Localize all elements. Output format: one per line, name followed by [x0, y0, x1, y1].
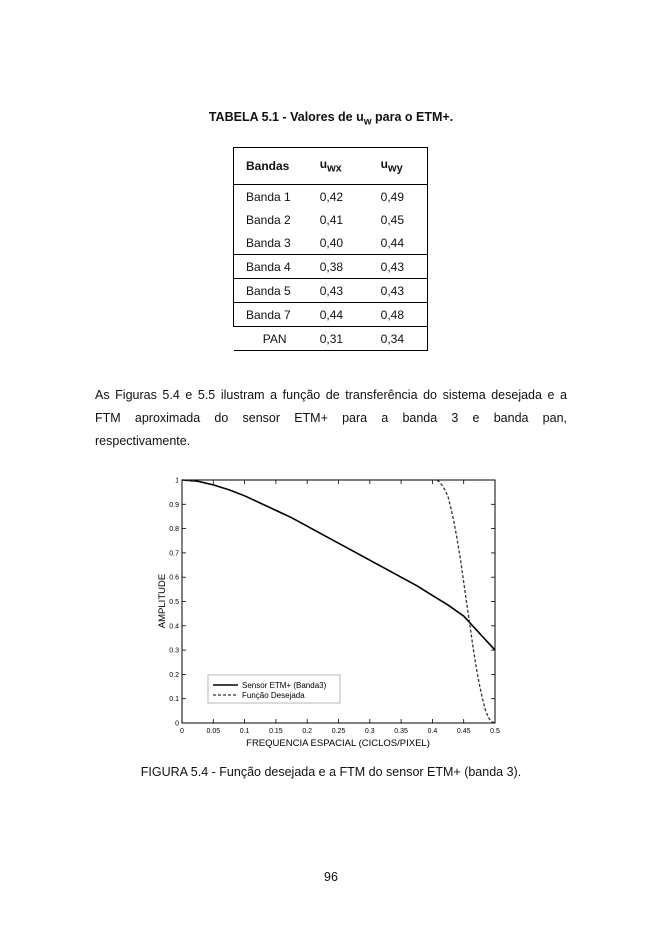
- table-caption: [0, 110, 662, 128]
- table-row: [234, 279, 428, 303]
- table-caption-subscript: w: [363, 116, 372, 128]
- x-axis-label: FREQUENCIA ESPACIAL (CICLOS/PIXEL): [246, 738, 430, 749]
- x-tick-label: 0.35: [394, 728, 408, 735]
- cell-band: Banda 1: [234, 185, 316, 209]
- y-axis-label: AMPLITUDE: [157, 573, 168, 629]
- cell-band: Banda 3: [234, 231, 316, 255]
- x-tick-label: 0.3: [364, 728, 375, 735]
- x-tick-label: 0.25: [331, 728, 346, 735]
- table-row: [234, 255, 428, 279]
- table-row: [234, 303, 428, 327]
- table-row: [234, 327, 428, 351]
- cell-uwx: 0,40: [319, 235, 344, 250]
- values-table: [233, 147, 428, 351]
- y-tick-label: 0.1: [169, 696, 179, 704]
- y-tick-label: 0.2: [169, 671, 179, 679]
- header-bands: Bandas: [234, 148, 316, 185]
- table-row: [234, 185, 428, 209]
- legend-label-2: Função Desejada: [242, 691, 305, 700]
- y-tick-label: 0: [175, 720, 179, 728]
- series-line-1: [182, 480, 495, 650]
- cell-band: Banda 7: [234, 303, 316, 327]
- cell-band: Banda 2: [234, 208, 316, 231]
- cell-uwy: 0,34: [375, 327, 428, 351]
- cell-band: PAN: [234, 327, 316, 351]
- table-caption-suffix: para o ETM+.: [371, 110, 454, 124]
- cell-uwy: 0,48: [375, 303, 428, 327]
- x-tick-label: 0.4: [427, 728, 438, 735]
- cell-uwy: 0,44: [380, 235, 405, 250]
- cell-uwx: 0,31: [316, 327, 375, 351]
- x-tick-label: 0.15: [269, 728, 283, 735]
- header-uwx: $u_{wx}$: [319, 157, 342, 175]
- cell-band: Banda 4: [234, 255, 316, 279]
- cell-uwy: 0,43: [375, 255, 428, 279]
- cell-band: Banda 5: [234, 279, 316, 303]
- cell-uwx: 0,38: [316, 255, 375, 279]
- cell-uwy: 0,45: [380, 212, 405, 227]
- y-tick-label: 0.6: [169, 574, 179, 582]
- y-tick-label: 0.9: [169, 501, 179, 509]
- y-tick-label: 0.8: [169, 526, 179, 534]
- legend-label-1: Sensor ETM+ (Banda3): [242, 681, 327, 690]
- header-uwy: $u_{wy}$: [380, 157, 403, 175]
- cell-uwy: 0,43: [375, 279, 428, 303]
- x-tick-label: 0: [180, 728, 184, 735]
- y-tick-label: 0.5: [169, 599, 179, 606]
- mtf-chart: [150, 468, 510, 753]
- y-tick-label: 1: [175, 477, 179, 485]
- figure-caption: FIGURA 5.4 - Função desejada e a FTM do sensor ETM+ (banda 3).: [140, 765, 522, 779]
- table-row: [234, 231, 428, 255]
- table-header-row: [234, 148, 428, 185]
- cell-uwx: 0,41: [319, 212, 344, 227]
- x-tick-label: 0.1: [239, 728, 250, 735]
- body-paragraph: [95, 384, 567, 453]
- x-tick-label: 0.5: [490, 728, 500, 735]
- cell-uwy: 0,49: [380, 189, 405, 204]
- paragraph-line: respectivamente.: [95, 434, 191, 448]
- paragraph-line: As Figuras 5.4 e 5.5 ilustram a função de transferência do sistema desejada e a: [95, 388, 567, 402]
- x-tick-label: 0.05: [206, 728, 221, 735]
- x-tick-label: 0.2: [302, 728, 313, 735]
- cell-uwx: 0,42: [319, 189, 344, 204]
- cell-uwx: 0,44: [316, 303, 375, 327]
- cell-uwx: 0,43: [316, 279, 375, 303]
- x-tick-label: 0.45: [456, 728, 471, 735]
- legend: [208, 675, 340, 703]
- y-tick-label: 0.4: [169, 623, 179, 631]
- page-number: 96: [324, 870, 338, 884]
- y-tick-label: 0.7: [169, 550, 179, 558]
- table-row: [234, 208, 428, 231]
- paragraph-line: FTM aproximada do sensor ETM+ para a banda 3 e banda pan,: [95, 411, 567, 425]
- y-tick-label: 0.3: [169, 647, 179, 655]
- table-caption-prefix: TABELA 5.1 - Valores de u: [208, 110, 364, 124]
